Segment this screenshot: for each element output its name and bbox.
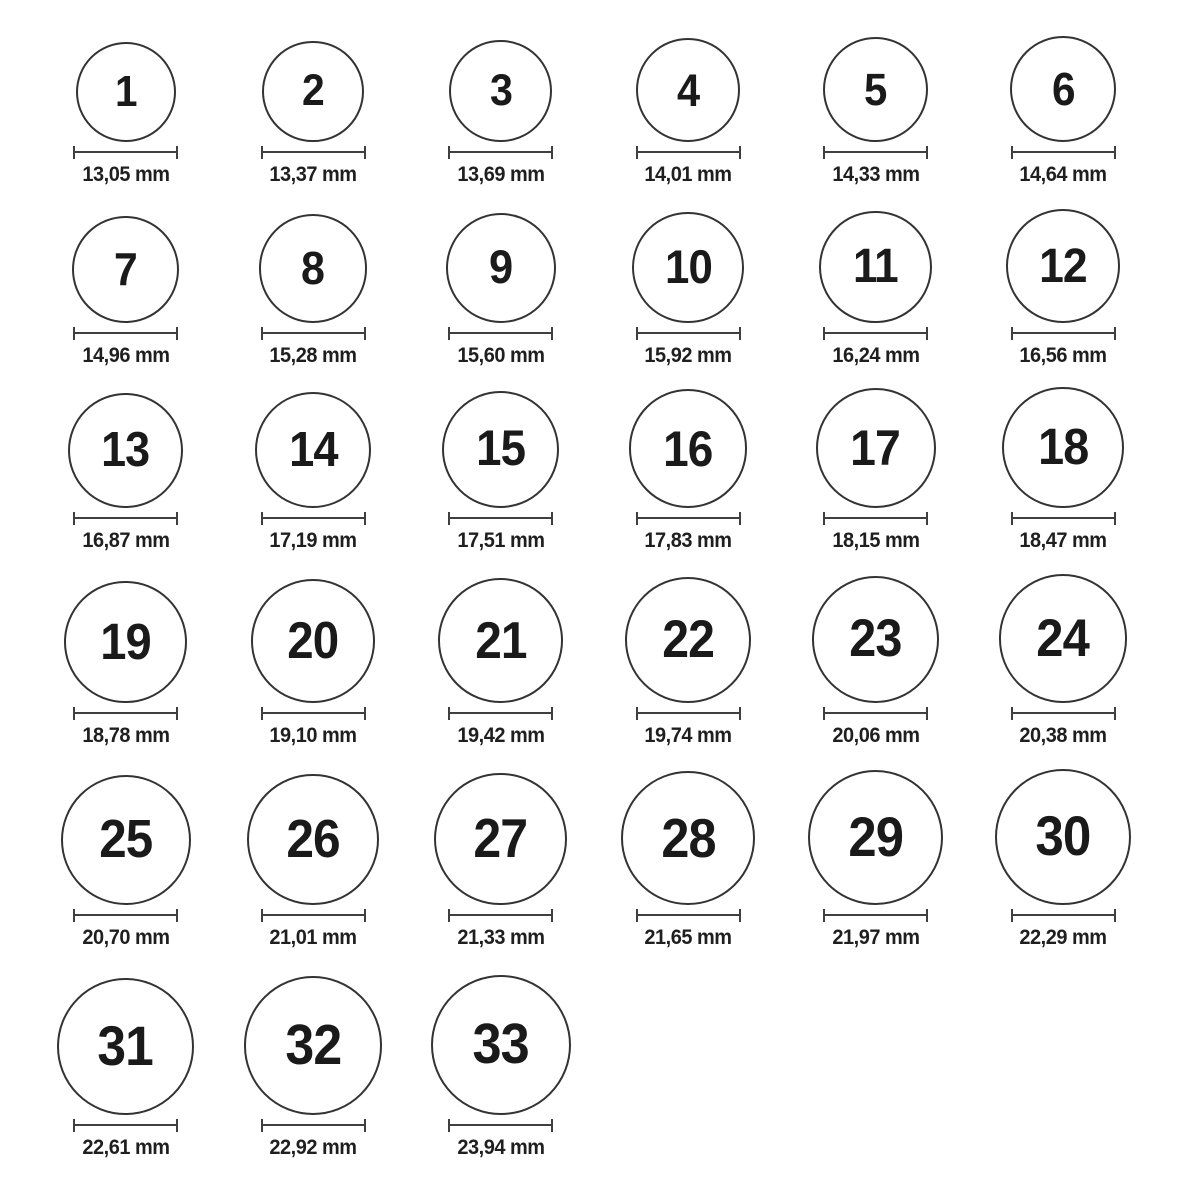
diameter-dimension-line — [261, 909, 366, 922]
ring-size-number: 9 — [488, 241, 513, 295]
diameter-label: 18,47 mm — [1019, 529, 1107, 552]
ring-size-number: 30 — [1035, 805, 1091, 868]
diameter-dimension-line — [261, 146, 366, 159]
diameter-label: 14,64 mm — [1019, 163, 1107, 186]
ring-circle — [244, 976, 383, 1115]
diameter-label: 16,24 mm — [831, 344, 920, 367]
ring-size-number: 20 — [287, 611, 339, 670]
ring-size-number: 31 — [97, 1014, 154, 1078]
ring-circle — [995, 769, 1131, 905]
ring-size-number: 25 — [98, 809, 153, 870]
ring-size-number: 5 — [864, 63, 887, 115]
ring-circle — [431, 975, 571, 1115]
diameter-dimension-line — [448, 512, 553, 525]
ring-size-number: 2 — [302, 66, 324, 116]
ring-size-number: 10 — [664, 240, 712, 294]
ring-size-number: 29 — [848, 805, 903, 868]
diameter-label: 17,51 mm — [456, 529, 545, 552]
diameter-label: 22,61 mm — [81, 1136, 170, 1159]
diameter-dimension-line — [73, 146, 178, 159]
ring-size-number: 12 — [1039, 238, 1087, 293]
ring-size-number: 15 — [476, 420, 525, 477]
ring-size-number: 28 — [660, 806, 716, 869]
diameter-label: 21,65 mm — [644, 926, 732, 949]
diameter-label: 17,19 mm — [269, 529, 357, 552]
diameter-dimension-line — [823, 327, 928, 340]
diameter-label: 22,92 mm — [269, 1136, 357, 1159]
ring-circle — [808, 770, 943, 905]
diameter-dimension-line — [1011, 327, 1116, 340]
ring-circle — [259, 214, 368, 323]
ring-circle — [999, 574, 1128, 703]
diameter-label: 21,01 mm — [269, 926, 357, 949]
ring-circle — [64, 581, 187, 704]
ring-size-number: 8 — [301, 242, 325, 295]
diameter-label: 13,37 mm — [269, 163, 357, 186]
ring-circle — [812, 576, 940, 704]
diameter-label: 19,42 mm — [456, 724, 545, 747]
diameter-dimension-line — [448, 707, 553, 720]
ring-size-number: 27 — [473, 807, 528, 869]
ring-circle — [823, 37, 928, 142]
ring-size-number: 26 — [286, 809, 340, 870]
ring-circle — [251, 579, 375, 703]
ring-circle — [442, 391, 560, 509]
diameter-label: 15,60 mm — [456, 344, 545, 367]
ring-size-number: 13 — [101, 423, 150, 478]
ring-circle — [1006, 209, 1120, 323]
diameter-label: 14,33 mm — [831, 163, 920, 186]
ring-size-number: 33 — [472, 1012, 529, 1076]
diameter-label: 22,29 mm — [1019, 926, 1107, 949]
ring-size-number: 22 — [662, 610, 714, 669]
diameter-dimension-line — [636, 146, 741, 159]
ring-size-number: 21 — [474, 611, 527, 670]
ring-circle — [632, 212, 743, 323]
diameter-dimension-line — [73, 1119, 178, 1132]
ring-size-number: 17 — [850, 418, 901, 476]
diameter-dimension-line — [73, 327, 178, 340]
diameter-label: 13,05 mm — [81, 163, 170, 186]
ring-size-number: 14 — [288, 422, 338, 478]
diameter-dimension-line — [448, 327, 553, 340]
diameter-label: 17,83 mm — [644, 529, 732, 552]
ring-circle — [438, 578, 563, 703]
ring-circle — [621, 771, 755, 905]
ring-circle — [68, 393, 183, 508]
diameter-dimension-line — [636, 707, 741, 720]
diameter-dimension-line — [448, 1119, 553, 1132]
diameter-label: 16,56 mm — [1019, 344, 1107, 367]
diameter-dimension-line — [1011, 707, 1116, 720]
diameter-dimension-line — [73, 707, 178, 720]
ring-circle — [446, 213, 556, 323]
ring-size-number: 16 — [663, 420, 713, 477]
ring-size-number: 19 — [100, 613, 151, 671]
ring-circle — [629, 389, 748, 508]
ring-size-number: 4 — [676, 64, 700, 116]
diameter-label: 13,69 mm — [456, 163, 545, 186]
ring-size-number: 6 — [1051, 62, 1075, 115]
diameter-dimension-line — [448, 146, 553, 159]
ring-size-number: 18 — [1037, 417, 1089, 475]
diameter-label: 18,78 mm — [81, 724, 170, 747]
diameter-dimension-line — [448, 909, 553, 922]
diameter-dimension-line — [261, 707, 366, 720]
diameter-label: 19,10 mm — [269, 724, 357, 747]
diameter-label: 15,28 mm — [269, 344, 357, 367]
ring-size-number: 32 — [285, 1013, 341, 1077]
ring-circle — [72, 216, 180, 324]
ring-circle — [255, 392, 371, 508]
diameter-dimension-line — [823, 707, 928, 720]
diameter-dimension-line — [636, 327, 741, 340]
diameter-dimension-line — [261, 512, 366, 525]
diameter-label: 15,92 mm — [644, 344, 732, 367]
diameter-dimension-line — [636, 512, 741, 525]
ring-circle — [816, 388, 936, 508]
diameter-dimension-line — [823, 146, 928, 159]
ring-circle — [1010, 36, 1116, 142]
ring-circle — [819, 211, 932, 324]
ring-size-number: 23 — [849, 608, 902, 668]
ring-circle — [76, 42, 176, 142]
diameter-label: 18,15 mm — [831, 529, 920, 552]
diameter-dimension-line — [261, 1119, 366, 1132]
ring-size-number: 7 — [114, 243, 137, 296]
diameter-dimension-line — [1011, 146, 1116, 159]
diameter-label: 16,87 mm — [81, 529, 170, 552]
diameter-label: 14,96 mm — [81, 344, 170, 367]
diameter-dimension-line — [261, 327, 366, 340]
diameter-label: 23,94 mm — [456, 1136, 545, 1159]
ring-circle — [636, 38, 740, 142]
ring-size-number: 11 — [853, 239, 898, 293]
diameter-dimension-line — [823, 512, 928, 525]
ring-circle — [57, 978, 195, 1116]
ring-size-number: 3 — [489, 65, 512, 116]
diameter-label: 19,74 mm — [644, 724, 732, 747]
diameter-dimension-line — [636, 909, 741, 922]
ring-size-number: 24 — [1036, 609, 1090, 669]
ring-circle — [262, 41, 363, 142]
ring-circle — [61, 775, 191, 905]
diameter-label: 20,06 mm — [831, 724, 920, 747]
ring-circle — [434, 773, 567, 906]
ring-size-number: 1 — [114, 67, 137, 116]
diameter-dimension-line — [73, 512, 178, 525]
diameter-dimension-line — [823, 909, 928, 922]
diameter-label: 21,97 mm — [831, 926, 920, 949]
diameter-label: 21,33 mm — [456, 926, 545, 949]
ring-circle — [625, 577, 751, 703]
ring-circle — [247, 774, 378, 905]
diameter-label: 14,01 mm — [644, 163, 732, 186]
ring-circle — [1002, 387, 1123, 508]
diameter-dimension-line — [73, 909, 178, 922]
diameter-label: 20,70 mm — [81, 926, 170, 949]
diameter-dimension-line — [1011, 909, 1116, 922]
diameter-dimension-line — [1011, 512, 1116, 525]
diameter-label: 20,38 mm — [1019, 724, 1107, 747]
ring-circle — [449, 40, 552, 143]
